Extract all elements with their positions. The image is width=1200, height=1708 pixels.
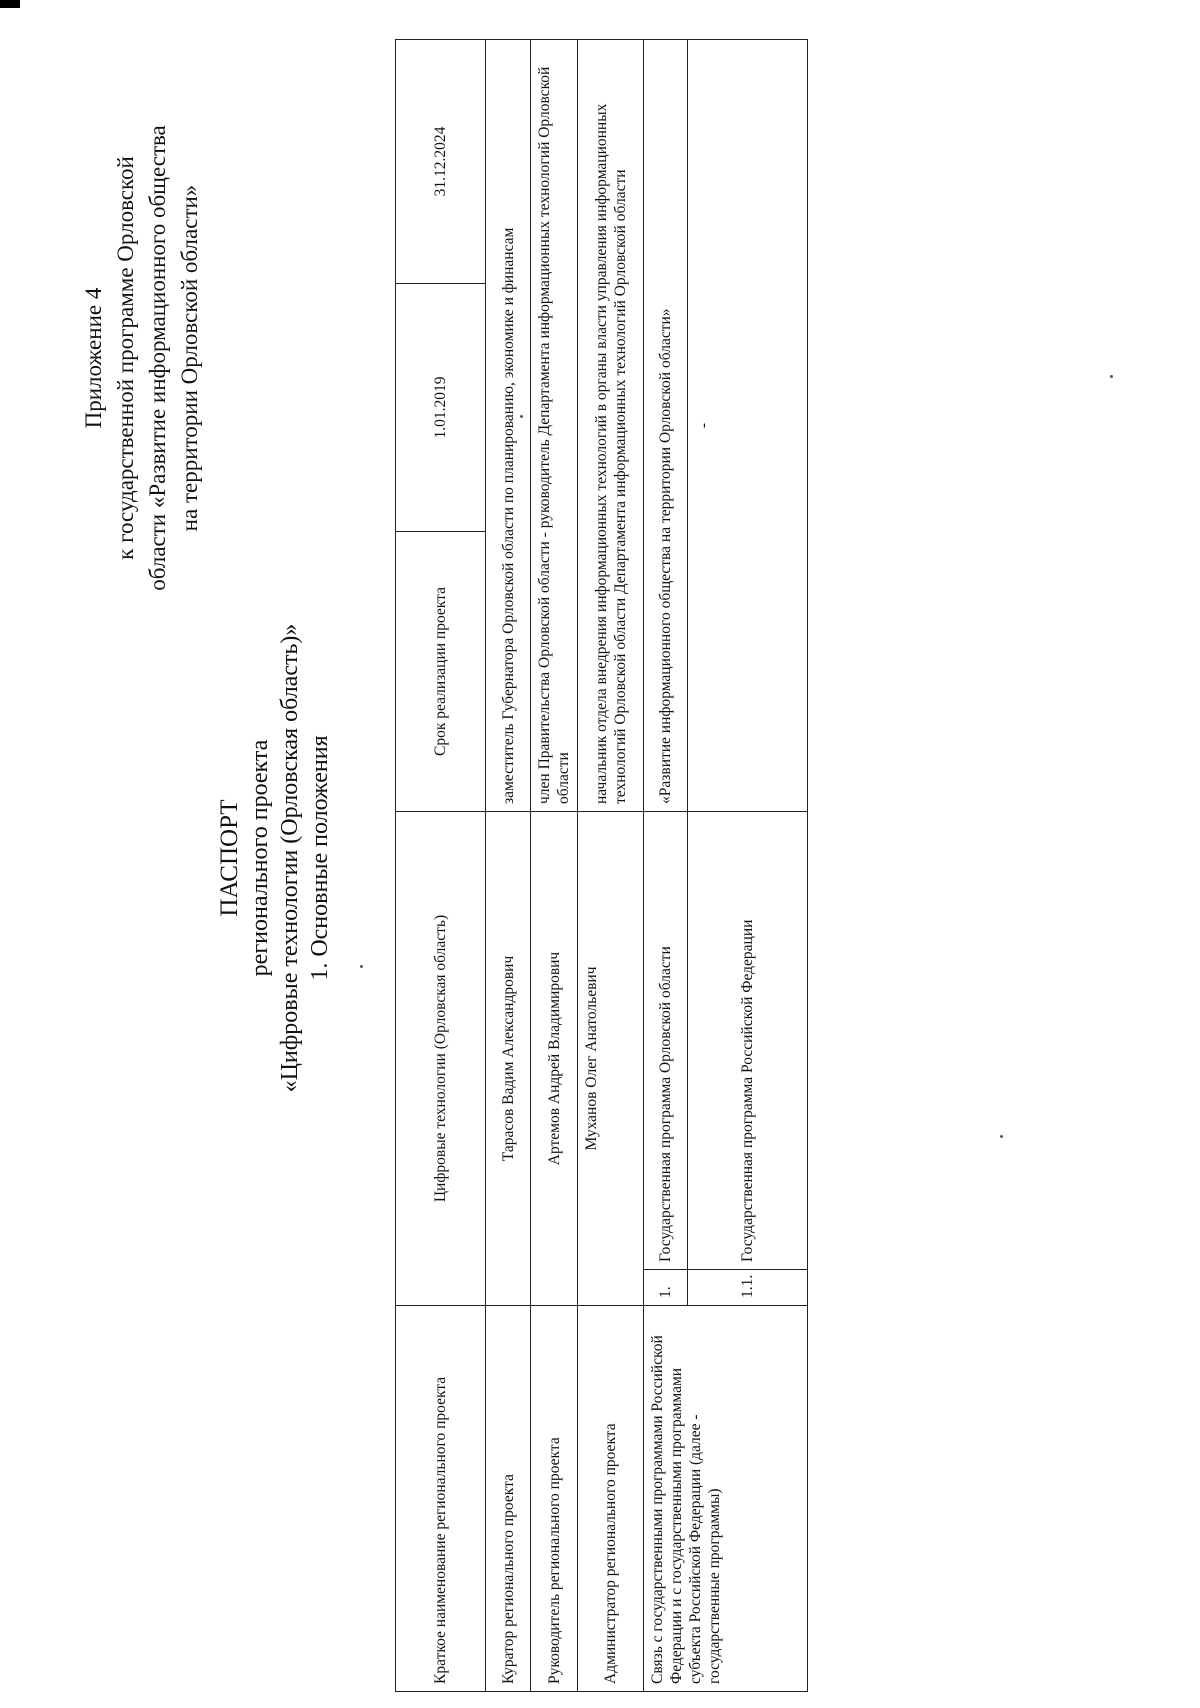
table-row	[396, 40, 486, 1692]
title-section: 1. Основные положения	[307, 735, 333, 981]
document-title	[215, 308, 335, 1408]
row-label-curator: Куратор регионального проекта	[486, 1306, 531, 1692]
appendix-header	[78, 38, 206, 678]
scan-speck	[1110, 375, 1113, 378]
passport-table	[395, 39, 808, 1692]
scan-speck	[1000, 1135, 1003, 1138]
appendix-line-4: на территории Орловской области»	[177, 184, 202, 532]
title-subtitle: регионального проекта	[247, 739, 273, 977]
scan-speck	[360, 965, 363, 968]
curator-name: Тарасов Вадим Александрович	[486, 812, 531, 1306]
program-1-value: «Развитие информационного общества на территории Орловской области»	[644, 40, 688, 812]
appendix-line-1: Приложение 4	[81, 287, 106, 429]
title-project-name: «Цифровые технологии (Орловская область)»	[277, 623, 303, 1093]
program-2-value: -	[688, 40, 808, 812]
table-row	[644, 40, 688, 1692]
table-row	[486, 40, 531, 1692]
project-short-name: Цифровые технологии (Орловская область)	[396, 812, 486, 1306]
program-2-name: Государственная программа Российской Федерации	[688, 812, 808, 1270]
administrator-position: начальник отдела внедрения информационных технологий в органы власти управления информационных технологий Орловской области Департамента информационных технологий Орловской области	[578, 40, 644, 812]
page-edge-mark	[0, 0, 20, 8]
term-start: 1.01.2019	[396, 284, 486, 532]
head-name: Артемов Андрей Владимирович	[531, 812, 578, 1306]
term-label: Срок реализации проекта	[396, 532, 486, 812]
appendix-line-2: к государственной программе Орловской	[113, 156, 138, 560]
table-row	[531, 40, 578, 1692]
appendix-line-3: области «Развитие информационного общества	[145, 125, 170, 591]
row-label-programs: Связь с государственными программами Российской Федерации и с государственными программами субъекта Российской Федерации (далее - государственные программы)	[644, 1306, 808, 1692]
row-label-administrator: Администратор регионального проекта	[578, 1306, 644, 1692]
scan-speck	[520, 415, 523, 418]
program-2-number: 1.1.	[688, 1270, 808, 1306]
administrator-name: Муханов Олег Анатольевич	[578, 812, 644, 1306]
curator-position: заместитель Губернатора Орловской области по планированию, экономике и финансам	[486, 40, 531, 812]
program-1-name: Государственная программа Орловской области	[644, 812, 688, 1270]
term-end: 31.12.2024	[396, 40, 486, 284]
program-1-number: 1.	[644, 1270, 688, 1306]
row-label-head: Руководитель регионального проекта	[531, 1306, 578, 1692]
title-passport: ПАСПОРТ	[216, 799, 243, 917]
head-position: член Правительства Орловской области - руководитель Департамента информационных технологий Орловской области	[531, 40, 578, 812]
table-row	[578, 40, 644, 1692]
row-label-short-name: Краткое наименование регионального проекта	[396, 1306, 486, 1692]
